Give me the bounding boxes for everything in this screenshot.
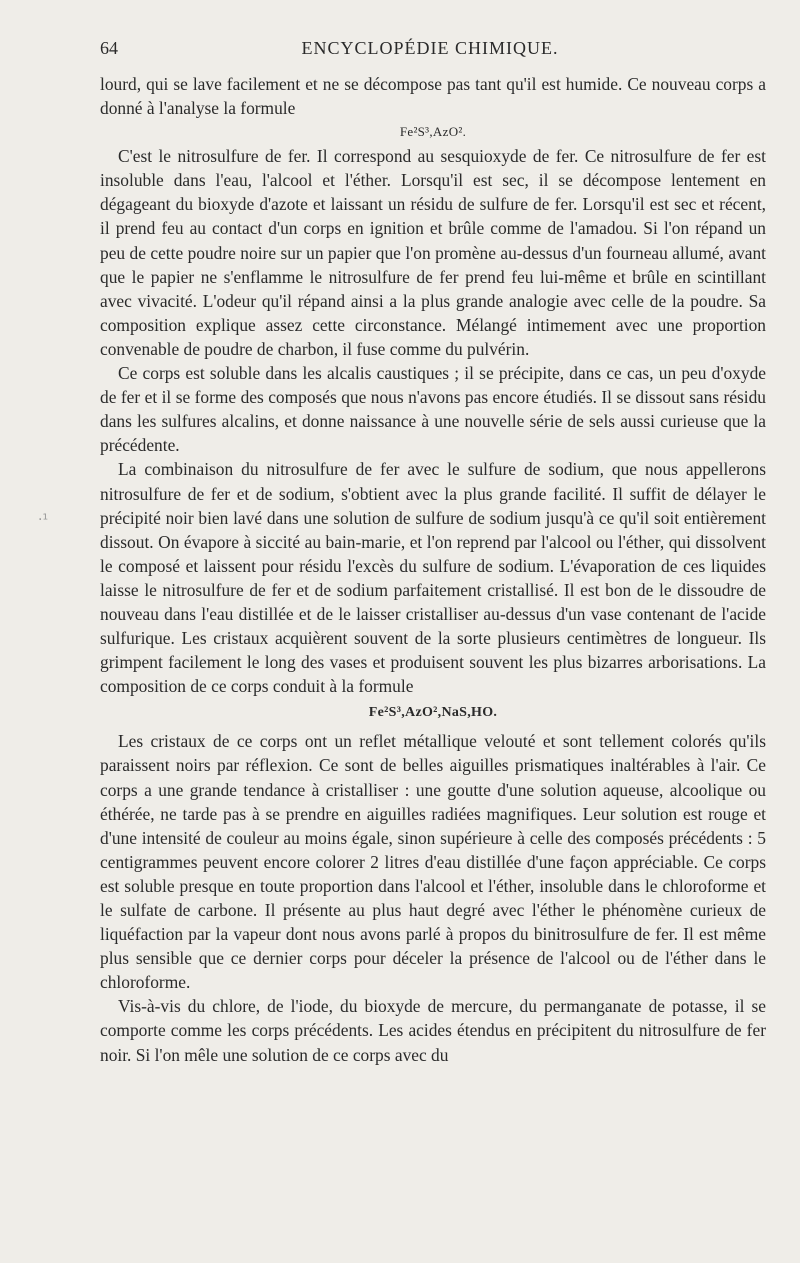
formula-2: Fe²S³,AzO²,NaS,HO.	[368, 705, 498, 721]
paragraph-1: lourd, qui se lave facilement et ne se décompose pas tant qu'il est humide. Ce nouveau corps a donné à l'analyse la formule	[100, 74, 766, 119]
paragraph-3: Ce corps est soluble dans les alcalis caustiques ; il se précipite, dans ce cas, un peu d'oxyde de fer et il se forme des composés que nous n'avons pas encore étudiés. Il se dissout sans résidu dans les sulfures alcalins, et donne naissance à une nouvelle série de sels aussi curieuse que la précédente.	[100, 363, 766, 456]
page-number: 64	[100, 38, 118, 58]
body-text	[100, 72, 766, 1067]
paragraph-5: Les cristaux de ce corps ont un reflet métallique velouté et sont tellement colorés qu'ils paraissent noirs par réflexion. Ce sont de belles aiguilles prismatiques inaltérables à l'air. Ce corps a une grande tendance à cristalliser : une goutte d'une solution aqueuse, alcoolique ou éthérée, ne tarde pas à se prendre en aiguilles radiées magnifiques. Leur solution est rouge et d'une intensité de couleur au moins égale, sinon supérieure à celle des composés précédents : 5 centigrammes peuvent encore colorer 2 litres d'eau distillée d'une façon appréciable. Ce corps est soluble presque en toute proportion dans l'alcool et l'éther, insoluble dans le chloroforme et le sulfate de carbone. Il présente au plus haut degré avec l'éther le phénomène curieux de liquéfaction par la vapeur dont nous avons parlé à propos du binitrosulfure de fer. Il est même plus sensible que ce dernier corps pour déceler la présence de l'alcool ou de l'éther dans le chloroforme.	[100, 731, 766, 993]
paragraph-2: C'est le nitrosulfure de fer. Il correspond au sesquioxyde de fer. Ce nitrosulfure de fer est insoluble dans l'eau, l'alcool et l'éther. Lorsqu'il est sec, il se décompose lentement en dégageant du bioxyde d'azote et laissant un résidu de sulfure de fer. Lorsqu'il est sec et récent, il prend feu au contact d'un corps en ignition et brûle comme de l'amadou. Si l'on répand un peu de cette poudre noire sur un papier que l'on promène au-dessus d'un fourneau allumé, avant que le papier ne s'enflamme le nitrosulfure de fer prend feu lui-même et brûle en scintillant avec vivacité. L'odeur qu'il répand ainsi a la plus grande analogie avec celle de la poudre. Sa composition explique assez cette circonstance. Mélangé intimement avec une proportion convenable de poudre de charbon, il fuse comme du pulvérin.	[100, 146, 766, 359]
margin-mark: ·¹	[38, 512, 49, 528]
paragraph-4: La combinaison du nitrosulfure de fer avec le sulfure de sodium, que nous appellerons nitrosulfure de fer et de sodium, s'obtient avec la plus grande facilité. Il suffit de délayer le précipité noir bien lavé dans une solution de sulfure de sodium jusqu'à ce qu'il soit entièrement dissout. On évapore à siccité au bain-marie, et l'on reprend par l'alcool ou l'éther, qui dissolvent le composé et laissent pour résidu l'excès du sulfure de sodium. L'évaporation de ces liquides laisse le nitrosulfure de fer et de sodium parfaitement cristallisé. Il est bon de le dissoudre de nouveau dans l'eau distillée et de le laisser cristalliser au-dessus d'un vase contenant de l'acide sulfurique. Les cristaux acquièrent souvent de la sorte plusieurs centimètres de longueur. Ils grimpent facilement le long des vases et produisent souvent les plus bizarres arborisations. La composition de ce corps conduit à la formule	[100, 459, 766, 697]
formula-1: Fe²S³,AzO².	[399, 124, 467, 140]
page-header	[100, 38, 760, 64]
running-title: ENCYCLOPÉDIE CHIMIQUE.	[301, 38, 559, 58]
paragraph-6: Vis-à-vis du chlore, de l'iode, du bioxyde de mercure, du permanganate de potasse, il se comporte comme les corps précédents. Les acides étendus en précipitent du nitrosulfure de fer noir. Si l'on mêle une solution de ce corps avec du	[100, 996, 766, 1065]
